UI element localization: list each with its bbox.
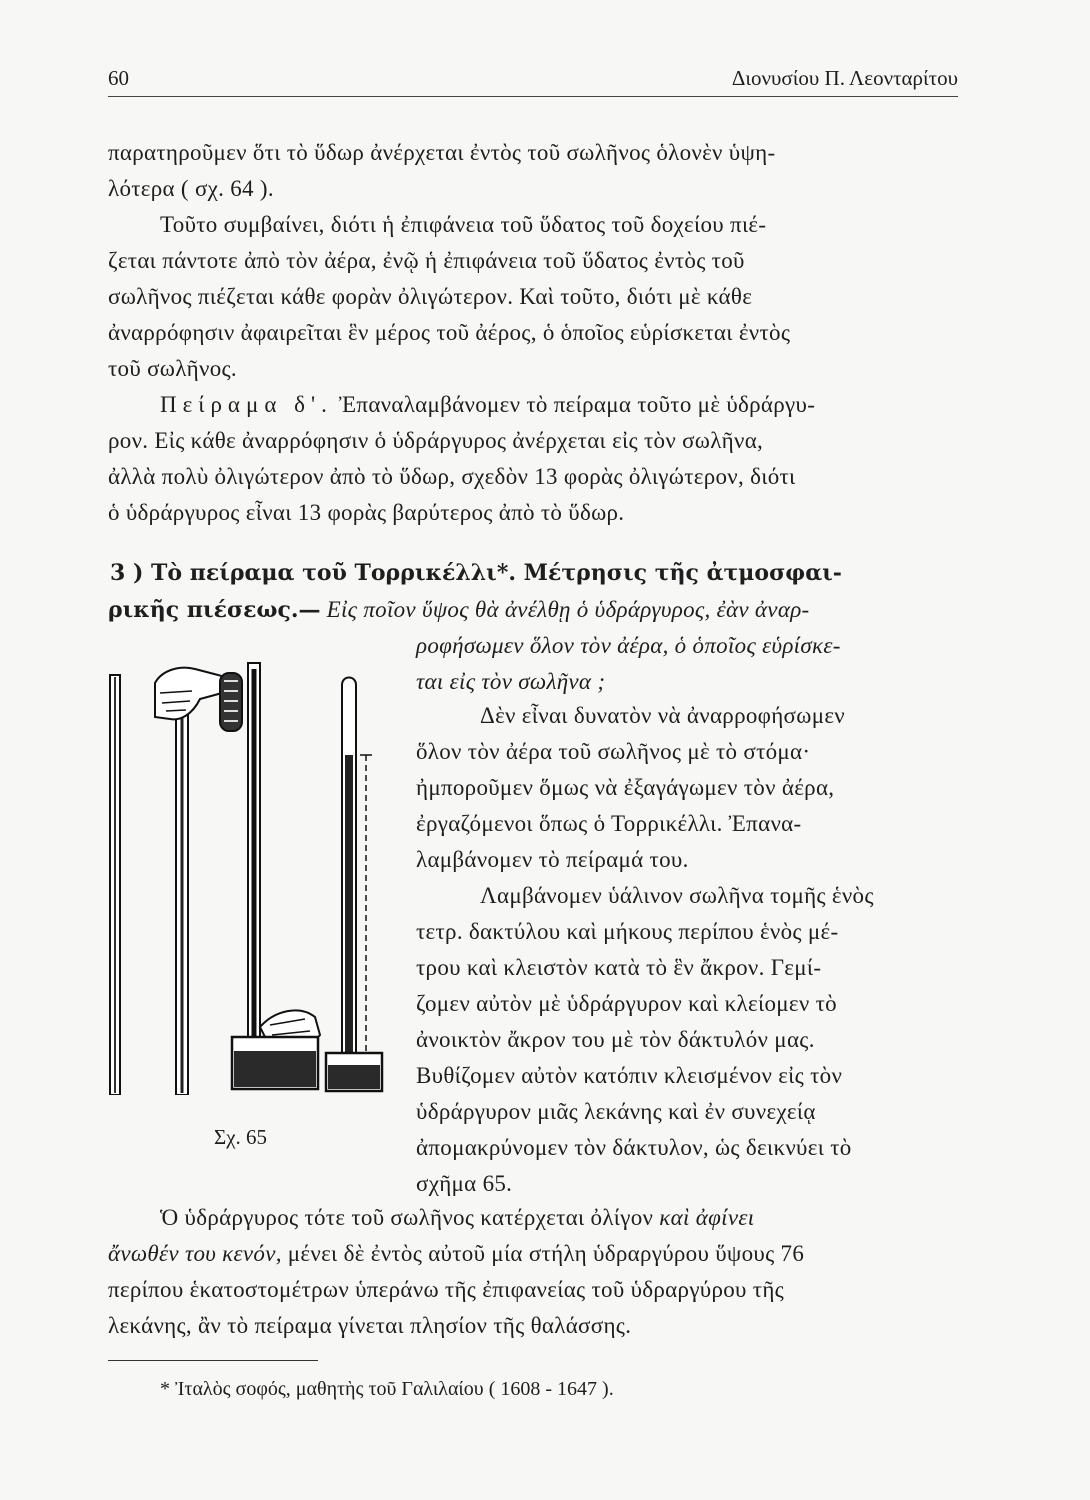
figure-caption: Σχ. 65 — [214, 1125, 268, 1149]
torricelli-figure — [100, 655, 400, 1095]
text-line: ἀνοικτὸν ἄκρον του μὲ τὸν δάκτυλόν μας. — [416, 1027, 815, 1052]
text-line: τρου καὶ κλειστὸν κατὰ τὸ ἓν ἄκρον. Γεμί- — [416, 955, 822, 980]
text-line — [108, 1241, 804, 1267]
text-line: ἀπομακρύνομεν τὸν δάκτυλον, ὡς δεικνύει τὸ — [416, 1135, 852, 1160]
italic-run: καὶ ἀφίνει — [659, 1205, 755, 1230]
text-line: λεκάνης, ἂν τὸ πείραμα γίνεται πλησίον τῆς θαλάσσης. — [108, 1313, 632, 1338]
text-line: ὅλον τὸν ἀέρα τοῦ σωλῆνος μὲ τὸ στόμα· — [416, 739, 811, 764]
text-line: Βυθίζομεν αὐτὸν κατόπιν κλεισμένον εἰς τὸν — [416, 1063, 843, 1088]
text-run: Ὁ ὑδράργυρος τότε τοῦ σωλῆνος κατέρχεται ὀλίγον — [160, 1205, 660, 1230]
text-line: σωλῆνος πιέζεται κάθε φορὰν ὀλιγώτερον. Καὶ τοῦτο, διότι μὲ κάθε — [108, 284, 753, 309]
text-line: λότερα ( σχ. 64 ). — [108, 176, 274, 201]
text-line: ὑδράργυρον μιᾶς λεκάνης καὶ ἐν συνεχείᾳ — [416, 1099, 816, 1124]
hand-top-icon — [155, 668, 242, 731]
text-run: μένει δὲ ἐντὸς αὐτοῦ μία στήλη ὑδραργύρου ὕψους 76 — [281, 1241, 805, 1266]
text-line: περίπου ἑκατοστομέτρων ὑπεράνω τῆς ἐπιφανείας τοῦ ὑδραργύρου τῆς — [108, 1277, 785, 1302]
text-line: λαμβάνομεν τὸ πείραμά του. — [416, 847, 689, 872]
tube-2 — [176, 685, 188, 1095]
text-line: Δὲν εἶναι δυνατὸν νὰ ἀναρροφήσωμεν — [480, 703, 845, 728]
measurement-scale — [360, 755, 372, 1065]
text-line — [160, 392, 815, 418]
text-line: Τοῦτο συμβαίνει, διότι ἡ ἐπιφάνεια τοῦ ὕδατος τοῦ δοχείου πιέ- — [160, 212, 767, 237]
text-line: ζεται πάντοτε ἀπὸ τὸν ἀέρα, ἐνῷ ἡ ἐπιφάνεια τοῦ ὕδατος ἐντὸς τοῦ — [108, 248, 745, 273]
text-line: ἀναρρόφησιν ἀφαιρεῖται ἓν μέρος τοῦ ἀέρος, ὁ ὁποῖος εὑρίσκεται ἐντὸς — [108, 320, 791, 345]
text-line: τοῦ σωλῆνος. — [108, 356, 237, 381]
text-line: Λαμβάνομεν ὑάλινον σωλῆνα τομῆς ἑνὸς — [480, 883, 874, 908]
section-heading-continued — [108, 597, 810, 623]
question-run: Εἰς ποῖον ὕψος θὰ ἀνέλθῃ ὁ ὑδράργυρος, ἐὰν ἀναρ- — [320, 597, 810, 622]
tube-1 — [110, 675, 120, 1095]
heading-bold-run: ρικῆς πιέσεως.— — [108, 597, 321, 623]
italic-run: ἄνωθέν του κενόν, — [108, 1241, 282, 1266]
text-line: ἠμποροῦμεν ὅμως νὰ ἐξαγάγωμεν τὸν ἀέρα, — [416, 775, 835, 800]
text-run: Ἐπαναλαμβάνομεν τὸ πείραμα τοῦτο μὲ ὑδράργυ- — [332, 392, 816, 417]
running-title: Διονυσίου Π. Λεονταρίτου — [731, 66, 958, 90]
text-line: τετρ. δακτύλου καὶ μήκους περίπου ἑνὸς μέ- — [416, 919, 839, 944]
question-line: ροφήσωμεν ὅλον τὸν ἀέρα, ὁ ὁποῖος εὑρίσκε- — [416, 633, 841, 658]
basin-1 — [232, 1037, 318, 1089]
question-line: ται εἰς τὸν σωλῆνα ; — [416, 669, 606, 694]
tube-3 — [248, 663, 260, 1083]
page-number: 60 — [108, 66, 129, 90]
text-line: ὁ ὑδράργυρος εἶναι 13 φορὰς βαρύτερος ἀπὸ τὸ ὕδωρ. — [108, 500, 625, 525]
basin-2 — [326, 1053, 382, 1091]
text-line: ἀλλὰ πολὺ ὀλιγώτερον ἀπὸ τὸ ὕδωρ, σχεδὸν 13 φορὰς ὀλιγώτερον, διότι — [108, 464, 796, 489]
text-line — [160, 1205, 754, 1231]
footnote: * Ἰταλὸς σοφός, μαθητὴς τοῦ Γαλιλαίου ( 1608 - 1647 ). — [160, 1378, 614, 1400]
text-line: ἐργαζόμενοι ὅπως ὁ Τορρικέλλι. Ἐπανα- — [416, 811, 802, 836]
experiment-label: Πείραμα δ'. — [160, 392, 333, 417]
page-header — [108, 62, 958, 97]
text-line: ζομεν αὐτὸν μὲ ὑδράργυρον καὶ κλείομεν τὸ — [416, 991, 837, 1016]
text-line: παρατηροῦμεν ὅτι τὸ ὕδωρ ἀνέρχεται ἐντὸς τοῦ σωλῆνος ὁλονὲν ὑψη- — [108, 140, 776, 165]
text-line: σχῆμα 65. — [416, 1171, 513, 1196]
footnote-divider — [108, 1360, 318, 1361]
text-line: ρον. Εἰς κάθε ἀναρρόφησιν ὁ ὑδράργυρος ἀνέρχεται εἰς τὸν σωλῆνα, — [108, 428, 764, 453]
tube-4 — [342, 678, 356, 1082]
section-heading: 3 ) Τὸ πείραμα τοῦ Τορρικέλλι*. Μέτρησις τῆς ἀτμοσφαι- — [110, 560, 842, 586]
